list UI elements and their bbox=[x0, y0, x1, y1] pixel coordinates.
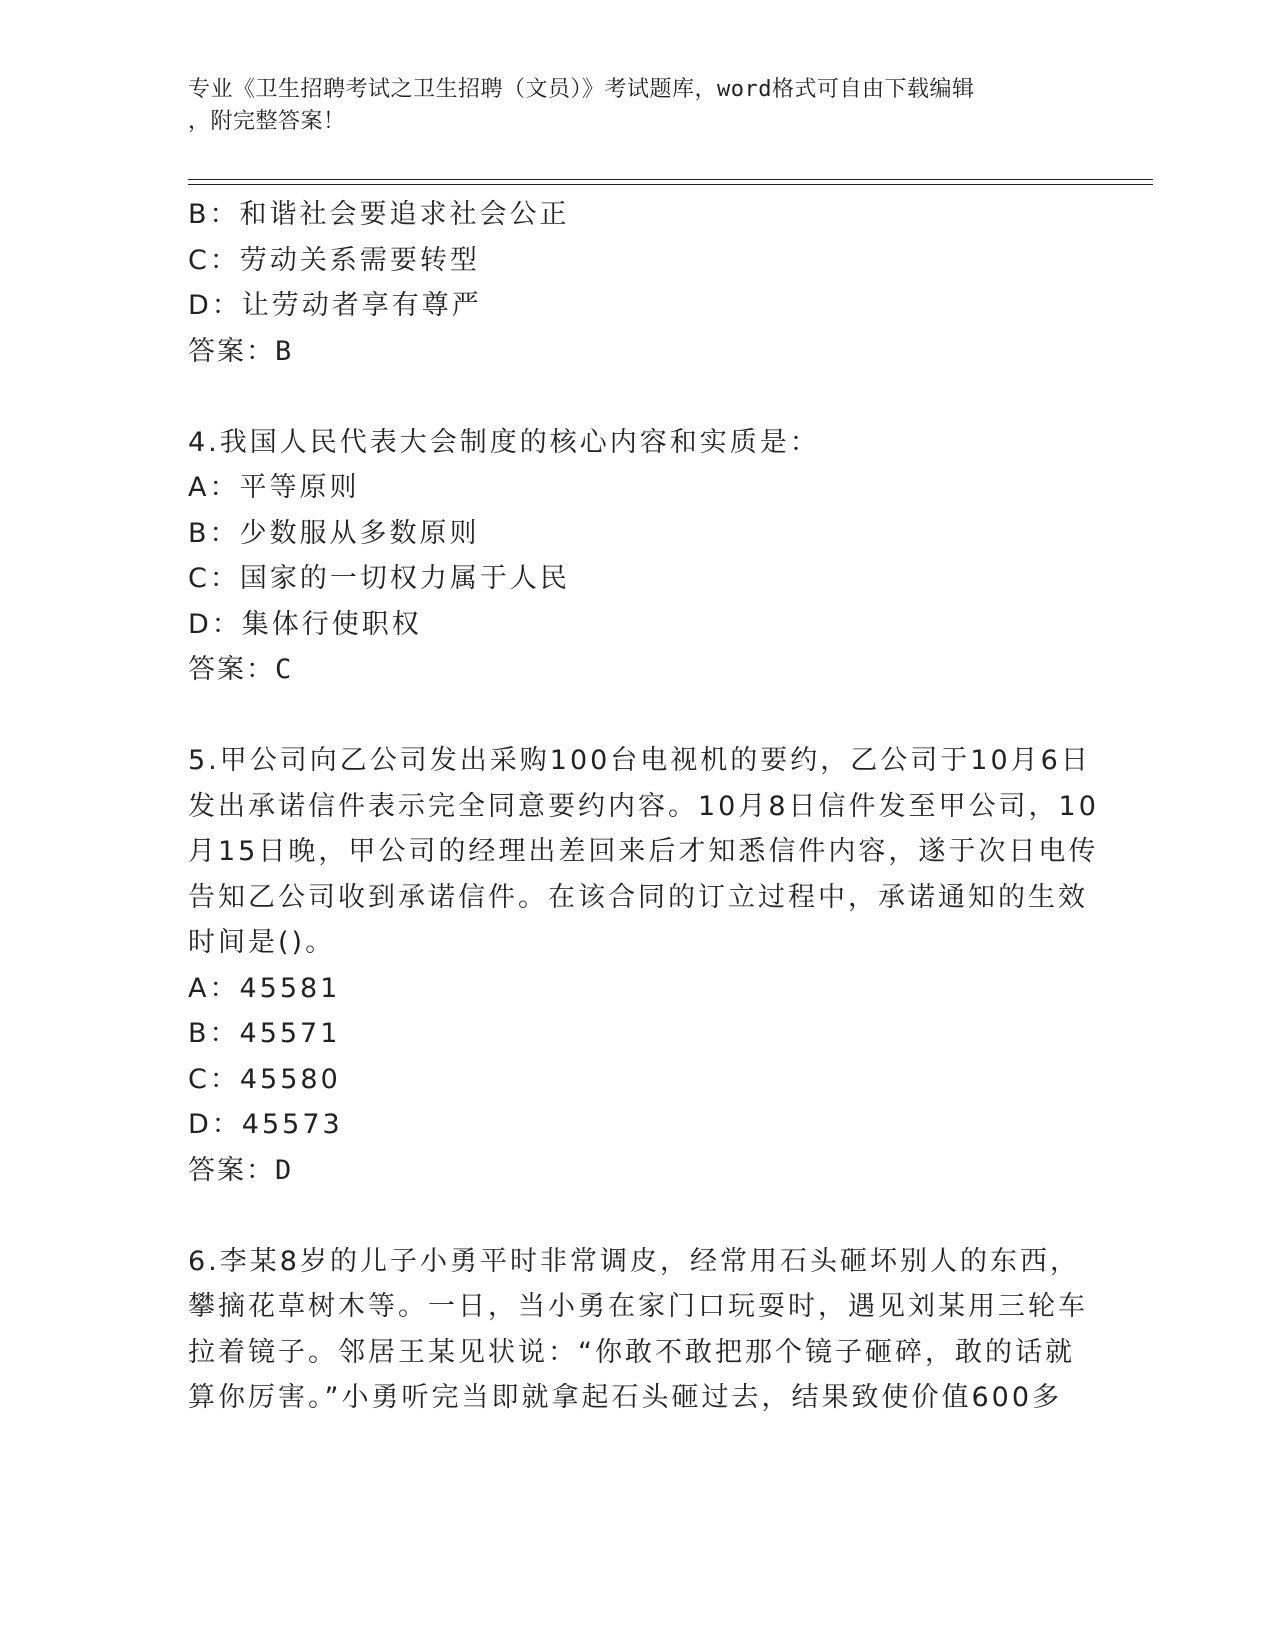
question-4 bbox=[188, 420, 1068, 693]
q5-question-line: 月15日晚，甲公司的经理出差回来后才知悉信件内容，遂于次日电传 bbox=[188, 836, 1099, 867]
q4-answer-value: C bbox=[275, 654, 294, 685]
q5-option-a: A：45581 bbox=[188, 972, 341, 1004]
q5-question-line: 发出承诺信件表示完全同意要约内容。10月8日信件发至甲公司，10 bbox=[188, 790, 1099, 822]
question-6 bbox=[188, 1239, 1088, 1421]
header-line-1: 专业《卫生招聘考试之卫生招聘（文员）》考试题库，word格式可自由下载编辑 bbox=[188, 77, 975, 102]
q5-answer-label: 答案： bbox=[188, 1154, 275, 1186]
q4-option-c: C：国家的一切权力属于人民 bbox=[188, 563, 570, 594]
document-body bbox=[188, 192, 1099, 1421]
q6-question-line: 攀摘花草树木等。一日，当小勇在家门口玩耍时，遇见刘某用三轮车 bbox=[188, 1291, 1088, 1322]
spacer bbox=[188, 1193, 1068, 1239]
spacer bbox=[188, 374, 1068, 420]
header-line-2: ，附完整答案！ bbox=[188, 109, 346, 134]
q6-question-line: 算你厉害。”小勇听完当即就拿起石头砸过去，结果致使价值600多 bbox=[188, 1382, 1063, 1413]
q3-option-c: C：劳动关系需要转型 bbox=[188, 244, 480, 276]
q4-answer-label: 答案： bbox=[188, 654, 275, 685]
q6-question-line: 6.李某8岁的儿子小勇平时非常调皮，经常用石头砸坏别人的东西， bbox=[188, 1245, 1080, 1277]
q5-question-line: 5.甲公司向乙公司发出采购100台电视机的要约，乙公司于10月6日 bbox=[188, 745, 1091, 776]
document-header bbox=[188, 74, 1068, 138]
q3-option-b: B：和谐社会要追求社会公正 bbox=[188, 199, 570, 230]
q3-answer bbox=[188, 329, 1068, 375]
q5-question-line: 时间是()。 bbox=[188, 927, 336, 958]
q3-answer-label: 答案： bbox=[188, 335, 275, 367]
question-3-tail bbox=[188, 192, 1068, 374]
q4-option-d: D：集体行使职权 bbox=[188, 608, 422, 640]
q5-answer-value: D bbox=[275, 1154, 294, 1186]
header-divider-top bbox=[188, 179, 1153, 180]
q5-option-d: D：45573 bbox=[188, 1109, 343, 1140]
q3-answer-value: B bbox=[275, 335, 294, 367]
header-divider-bottom bbox=[188, 184, 1153, 185]
spacer bbox=[188, 693, 1068, 739]
question-5 bbox=[188, 738, 1099, 1193]
q4-option-b: B：少数服从多数原则 bbox=[188, 517, 480, 549]
q4-answer bbox=[188, 647, 1068, 693]
q5-question-line: 告知乙公司收到承诺信件。在该合同的订立过程中，承诺通知的生效 bbox=[188, 881, 1088, 913]
q4-question: 4.我国人民代表大会制度的核心内容和实质是： bbox=[188, 426, 820, 458]
q4-option-a: A：平等原则 bbox=[188, 472, 360, 503]
q5-option-b: B：45571 bbox=[188, 1018, 341, 1049]
q3-option-d: D：让劳动者享有尊严 bbox=[188, 290, 482, 321]
q5-answer bbox=[188, 1148, 1068, 1194]
q5-option-c: C：45580 bbox=[188, 1063, 341, 1095]
q6-question-line: 拉着镜子。邻居王某见状说：“你敢不敢把那个镜子砸碎，敢的话就 bbox=[188, 1336, 1075, 1368]
